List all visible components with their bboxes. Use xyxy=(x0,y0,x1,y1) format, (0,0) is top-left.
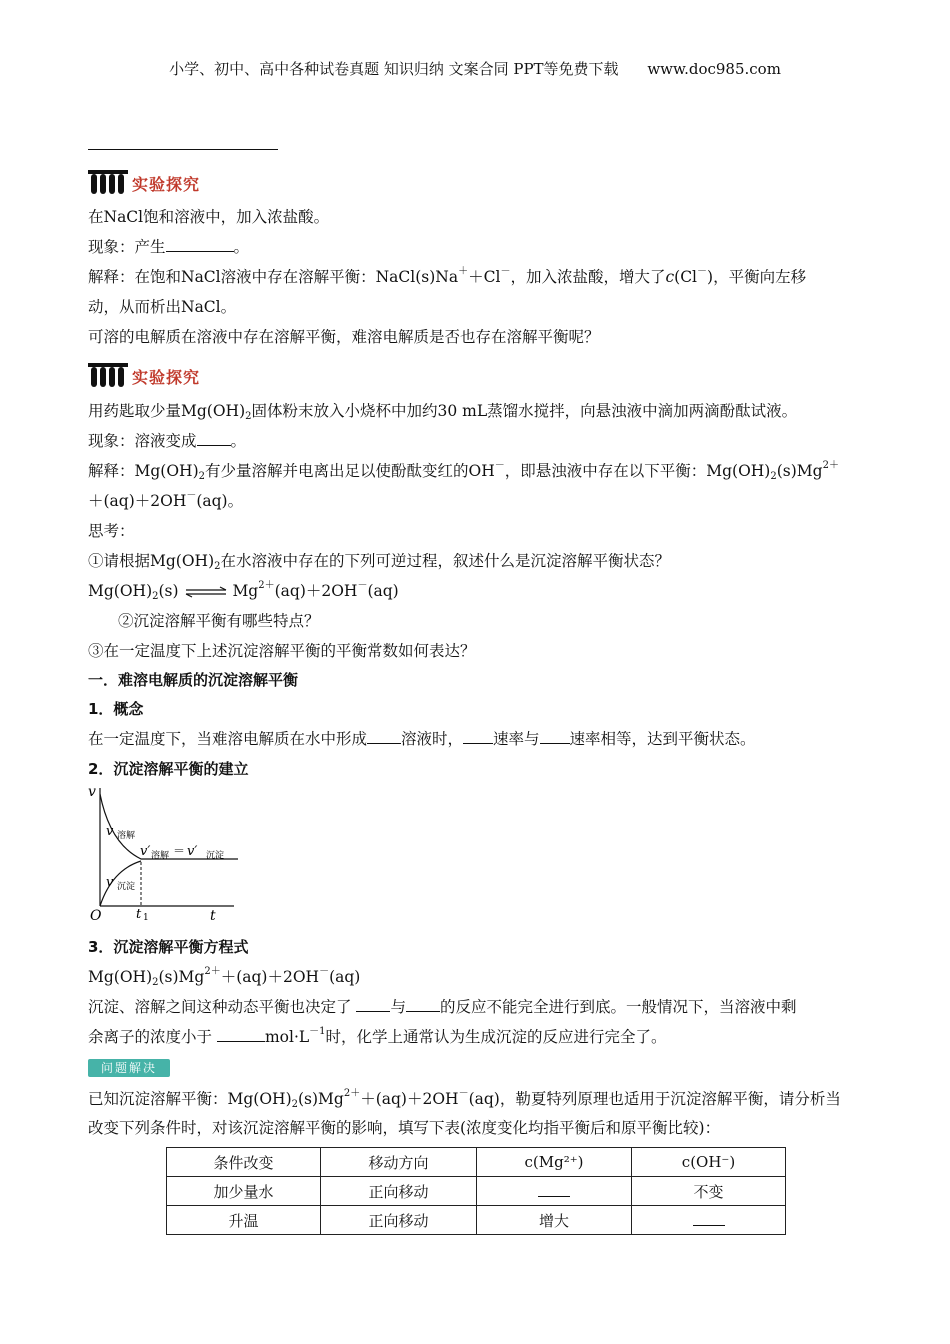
equilibrium-arrow-icon xyxy=(184,586,228,598)
table-header-row xyxy=(167,1148,786,1177)
concept-text: 在一定温度下，当难溶电解质在水中形成 溶液时， 速率与 速率相等，达到平衡状态。 xyxy=(88,730,756,748)
experiment-badge-1 xyxy=(88,170,200,196)
question-2: ②沉淀溶解平衡有哪些特点？ xyxy=(118,612,320,630)
exp2-explain: 解释：$Mg(OH)_2$有少量溶解并电离出足以使酚酞变红的OH－，即悬浊液中存在以下平衡：$Mg(OH)_2(s)Mg^{2+}$ xyxy=(88,460,839,482)
badge-2-label: 实验探究 xyxy=(132,367,201,387)
header-site-link[interactable]: www.doc985.com xyxy=(647,60,781,78)
problem-text-line2: 改变下列条件时，对该沉淀溶解平衡的影响，填写下表(浓度变化均指平衡后和原平衡比较)： xyxy=(88,1119,721,1137)
heading-establish: 2．沉淀溶解平衡的建立 xyxy=(88,760,249,778)
reversible-equation: $Mg(OH)_2(s)$ $Mg^{2+}(aq)+2OH^-(aq)$ xyxy=(88,580,399,602)
y-axis-label: v xyxy=(88,784,96,800)
exp1-phenomenon: 现象：产生 。 xyxy=(88,238,250,256)
exp1-explain: 解释：在饱和NaCl溶液中存在溶解平衡：NaCl(s)Na＋＋Cl－，加入浓盐酸，增大了c(Cl－)，平衡向左移 xyxy=(88,266,807,286)
exp2-explain-line2: ＋(aq)＋2OH－(aq)。 xyxy=(88,490,244,510)
exp1-question: 可溶的电解质在溶液中存在溶解平衡，难溶电解质是否也存在溶解平衡呢？ xyxy=(88,328,600,346)
header-text: 小学、初中、高中各种试卷真题 知识归纳 文案合同 PPT等免费下载 xyxy=(169,60,619,78)
v-dissolve-sub: 溶解 xyxy=(117,831,136,841)
test-tubes-icon xyxy=(88,363,128,389)
dissolution-equation: $Mg(OH)_2(s)Mg^{2+}+(aq)+2OH^-(aq)$ xyxy=(88,966,361,988)
heading-concept: 1．概念 xyxy=(88,700,144,718)
table-row xyxy=(167,1177,786,1206)
question-1: ①请根据$Mg(OH)_2$在水溶液中存在的下列可逆过程，叙述什么是沉淀溶解平衡状态？ xyxy=(88,552,671,572)
x-axis-label: t xyxy=(210,908,216,922)
think-label: 思考： xyxy=(88,522,135,540)
table-cell-blank[interactable] xyxy=(632,1206,786,1235)
problem-text: 已知沉淀溶解平衡：$Mg(OH)_2(s)Mg^{2+}+(aq)+2OH^-(aq)$，勒夏特列原理也适用于沉淀溶解平衡，请分析当 xyxy=(88,1088,841,1110)
problem-solving-tag: 问题解决 xyxy=(88,1059,170,1077)
table-header-cell: 条件改变 xyxy=(167,1148,321,1177)
v-precip-label: v xyxy=(106,875,114,890)
v-precip-sub: 沉淀 xyxy=(117,882,136,892)
top-rule xyxy=(88,149,278,150)
dissolve-curve xyxy=(100,794,238,859)
exp2-phenomenon: 现象：溶液变成 。 xyxy=(88,432,247,450)
table-cell: 正向移动 xyxy=(321,1206,477,1235)
experiment-badge-2 xyxy=(88,363,200,389)
test-tubes-icon xyxy=(88,170,128,196)
t1-sub: 1 xyxy=(143,913,149,922)
v-dissolve-label: v xyxy=(106,824,114,839)
effect-table xyxy=(166,1147,786,1235)
table-cell-blank[interactable] xyxy=(477,1177,632,1206)
equal-sign: ＝ xyxy=(173,844,186,858)
exp2-intro: 用药匙取少量$Mg(OH)_2$固体粉末放入小烧杯中加约30 mL蒸馏水搅拌，向悬浊液中滴加两滴酚酞试液。 xyxy=(88,402,798,422)
badge-1-label: 实验探究 xyxy=(132,174,201,194)
table-cell: 不变 xyxy=(632,1177,786,1206)
table-header-cell: 移动方向 xyxy=(321,1148,477,1177)
table-header-cell: c(Mg²⁺) xyxy=(477,1148,632,1177)
v-prime-dissolve: v′ xyxy=(140,844,151,859)
table-cell: 升温 xyxy=(167,1206,321,1235)
v-prime-precip: v′ xyxy=(187,844,198,859)
table-row xyxy=(167,1206,786,1235)
section-title: 一．难溶电解质的沉淀溶解平衡 xyxy=(88,671,299,689)
table-cell: 加少量水 xyxy=(167,1177,321,1206)
v-prime-precip-sub: 沉淀 xyxy=(206,851,225,861)
exp1-intro: 在NaCl饱和溶液中，加入浓盐酸。 xyxy=(88,208,330,226)
page-header xyxy=(0,58,950,79)
completion-para: 沉淀、溶解之间这种动态平衡也决定了 与 的反应不能完全进行到底。一般情况下，当溶液中剩 xyxy=(88,998,797,1016)
origin-label: O xyxy=(90,908,102,922)
table-header-cell: c(OH⁻) xyxy=(632,1148,786,1177)
table-cell: 正向移动 xyxy=(321,1177,477,1206)
heading-equation: 3．沉淀溶解平衡方程式 xyxy=(88,938,249,956)
t1-label: t xyxy=(136,907,142,922)
equilibrium-graph xyxy=(86,782,246,922)
question-3: ③在一定温度下上述沉淀溶解平衡的平衡常数如何表达？ xyxy=(88,642,476,660)
v-prime-dissolve-sub: 溶解 xyxy=(151,851,170,861)
table-cell: 增大 xyxy=(477,1206,632,1235)
exp1-explain-line2: 动，从而析出NaCl。 xyxy=(88,298,237,316)
completion-para-line2: 余离子的浓度小于 $mol\cdot L^{-1}$时，化学上通常认为生成沉淀的反应进行完全了。 xyxy=(88,1026,667,1046)
